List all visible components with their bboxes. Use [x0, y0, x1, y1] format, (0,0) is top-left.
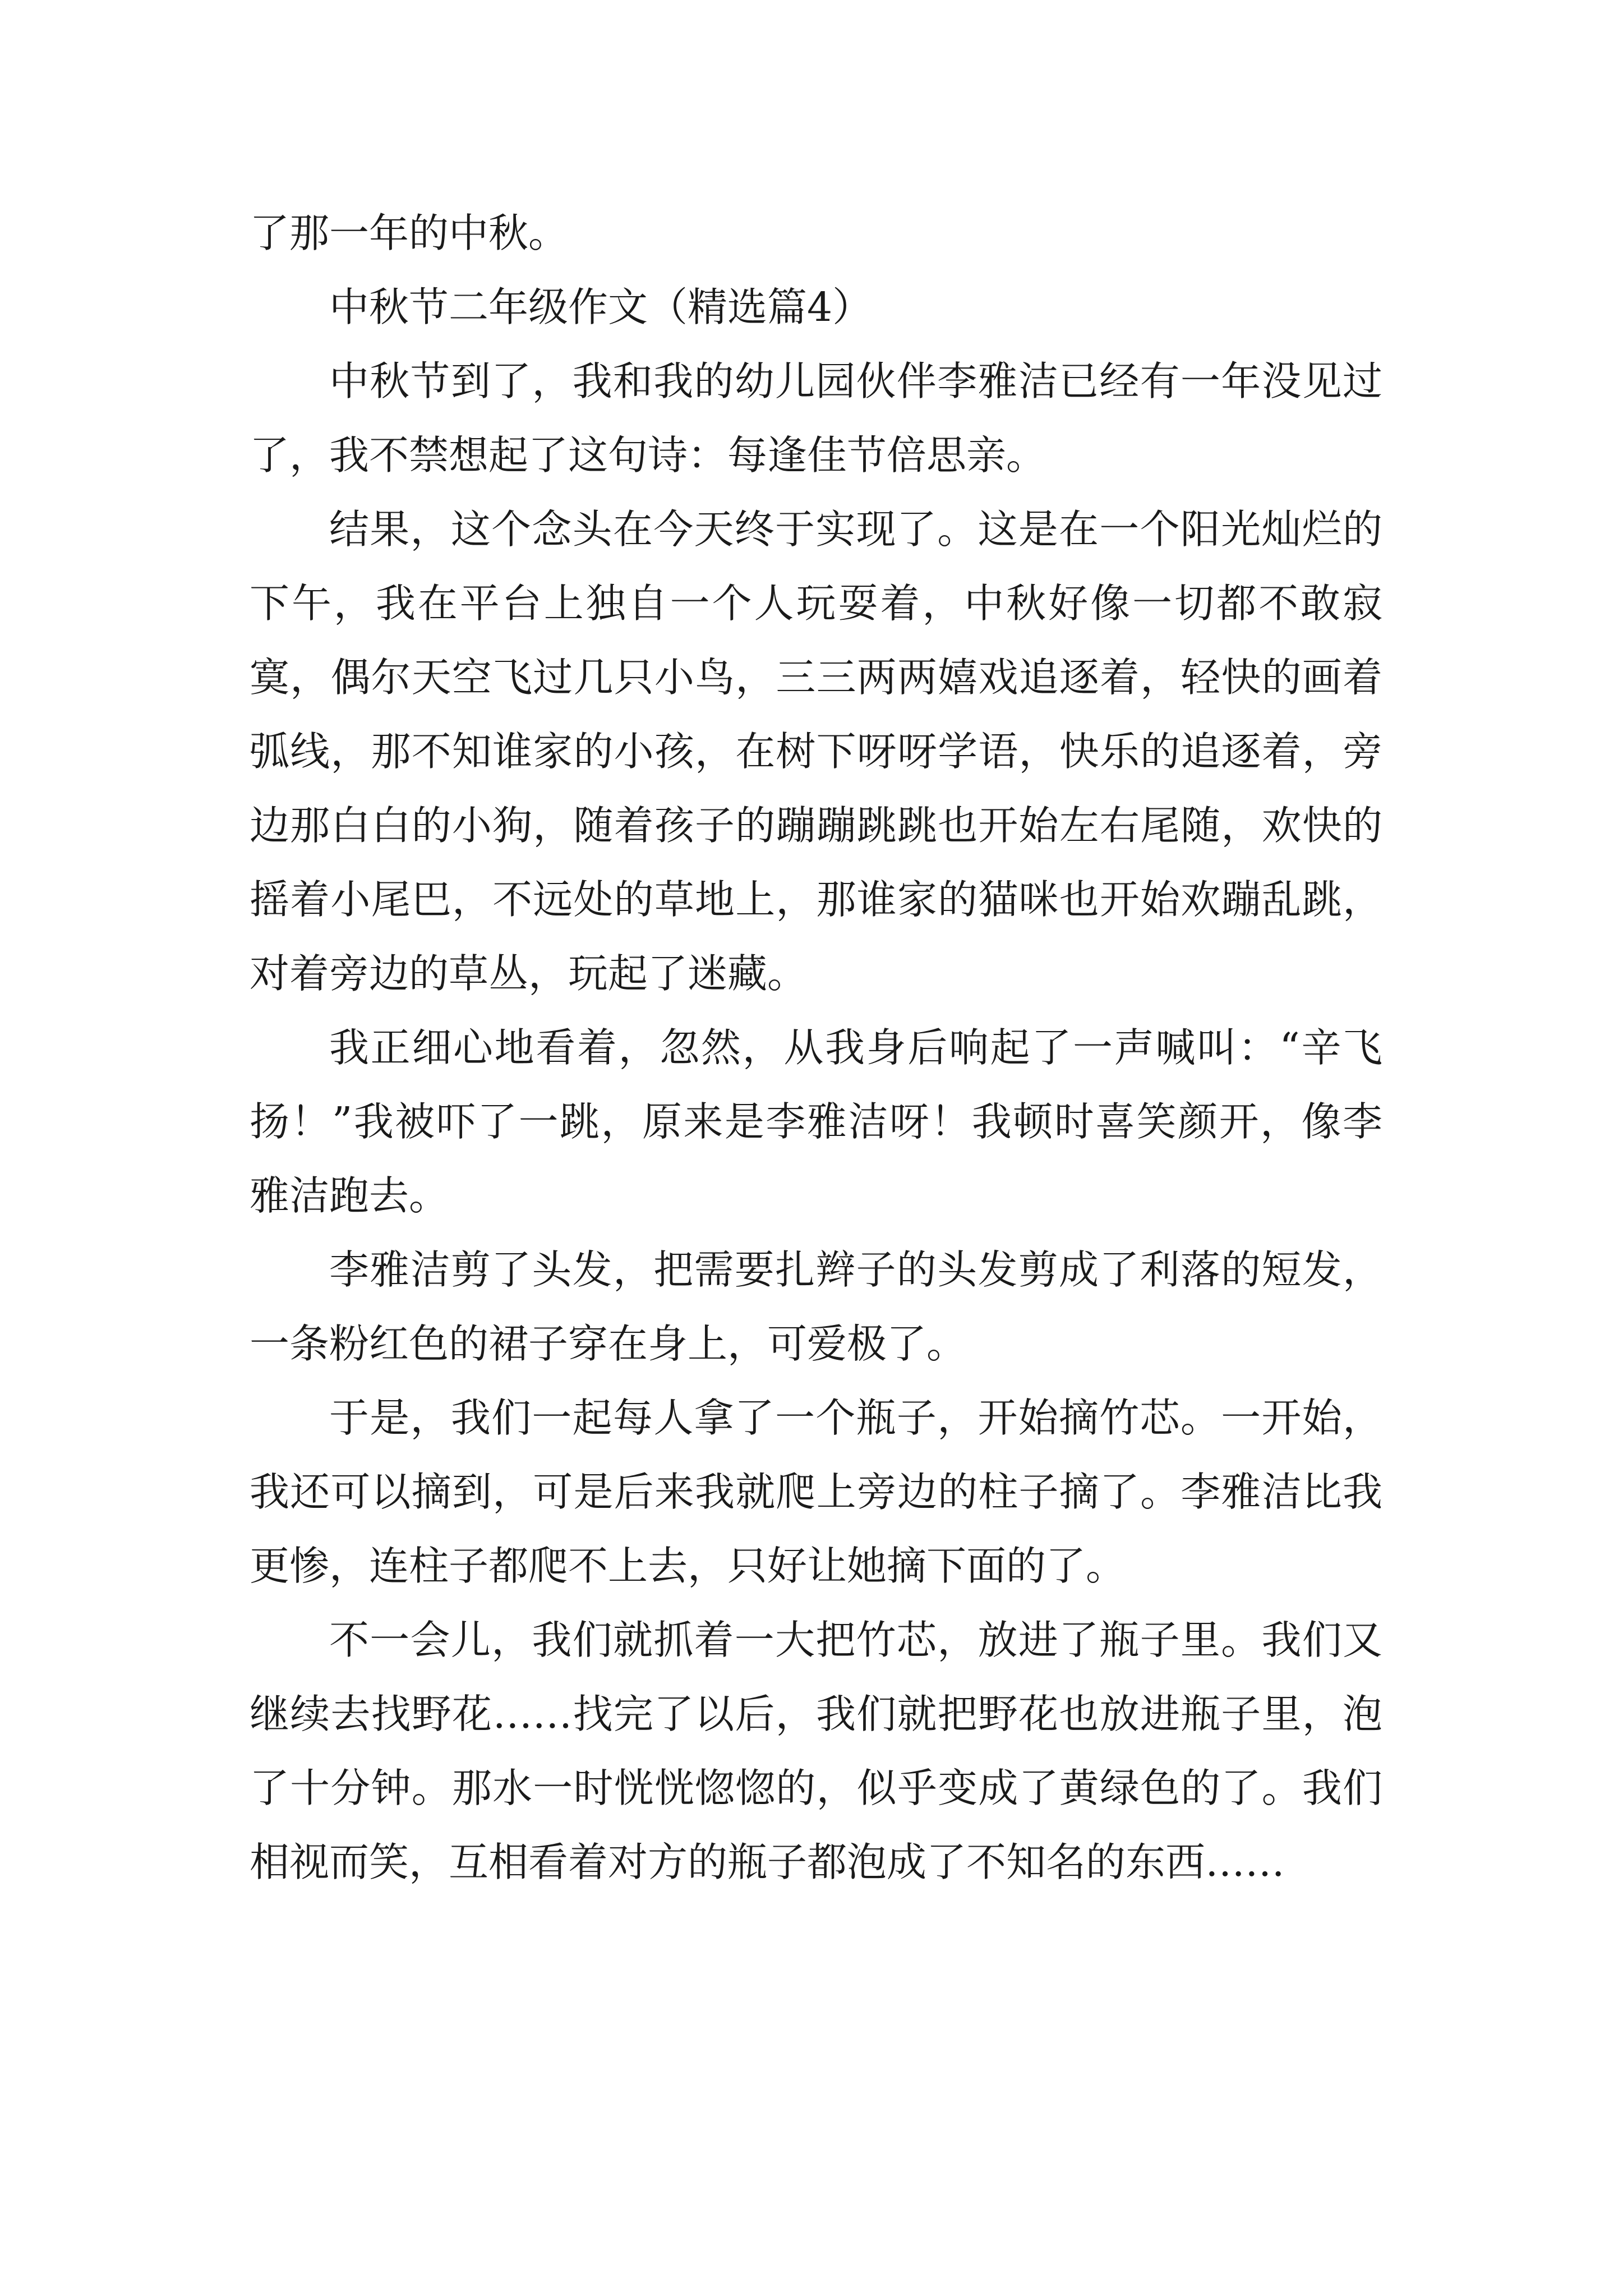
- paragraph: 于是，我们一起每人拿了一个瓶子，开始摘竹芯。一开始，我还可以摘到，可是后来我就爬上旁边的柱子摘了。李雅洁比我更惨，连柱子都爬不上去，只好让她摘下面的了。: [250, 1395, 1382, 1589]
- paragraph: 不一会儿，我们就抓着一大把竹芯，放进了瓶子里。我们又继续去找野花……找完了以后，我们就把野花也放进瓶子里，泡了十分钟。那水一时恍恍惚惚的，似乎变成了黄绿色的了。我们相视而笑，互相看着对方的瓶子都泡成了不知名的东西……: [250, 1617, 1382, 1885]
- paragraph-continuation: 了那一年的中秋。: [250, 210, 569, 256]
- paragraph: 我正细心地看着，忽然，从我身后响起了一声喊叫：“辛飞扬！”我被吓了一跳，原来是李雅洁呀！我顿时喜笑颜开，像李雅洁跑去。: [250, 1024, 1382, 1219]
- section-heading: 中秋节二年级作文（精选篇4）: [329, 284, 873, 330]
- paragraph: 中秋节到了，我和我的幼儿园伙伴李雅洁已经有一年没见过了，我不禁想起了这句诗：每逢佳节倍思亲。: [250, 358, 1382, 478]
- document-body: [250, 196, 1382, 1899]
- paragraph: 李雅洁剪了头发，把需要扎辫子的头发剪成了利落的短发，一条粉红色的裙子穿在身上，可爱极了。: [250, 1246, 1382, 1367]
- paragraph: 结果，这个念头在今天终于实现了。这是在一个阳光灿烂的下午，我在平台上独自一个人玩耍着，中秋好像一切都不敢寂寞，偶尔天空飞过几只小鸟，三三两两嬉戏追逐着，轻快的画着弧线，那不知谁家的小孩，在树下呀呀学语，快乐的追逐着，旁边那白白的小狗，随着孩子的蹦蹦跳跳也开始左右尾随，欢快的摇着小尾巴，不远处的草地上，那谁家的猫咪也开始欢蹦乱跳，对着旁边的草丛，玩起了迷藏。: [250, 506, 1382, 997]
